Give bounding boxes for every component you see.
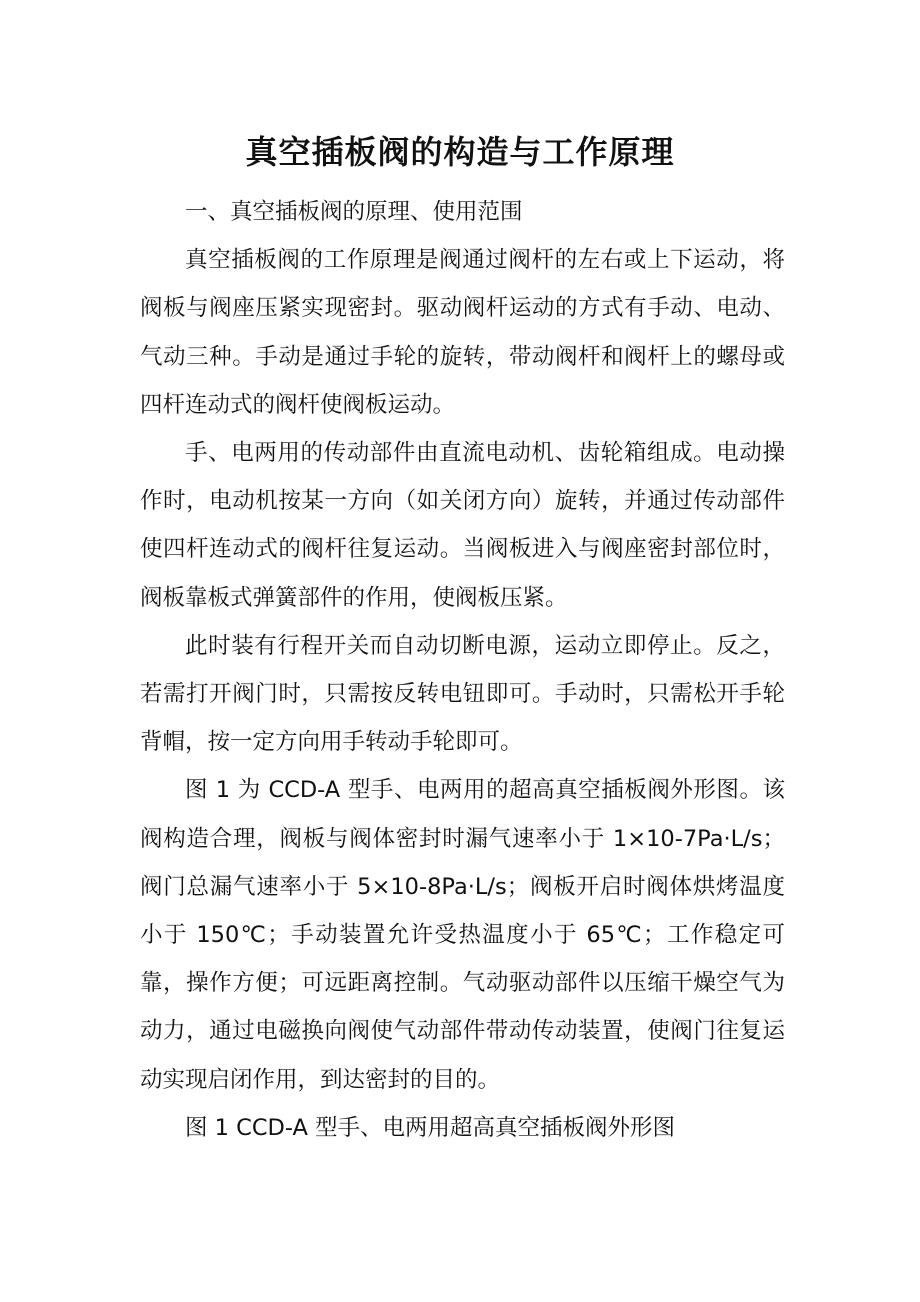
figure-caption: 图 1 CCD-A 型手、电两用超高真空插板阀外形图: [185, 1114, 676, 1141]
section-heading: 一、真空插板阀的原理、使用范围: [185, 199, 523, 225]
paragraph-principle: 真空插板阀的工作原理是阀通过阀杆的左右或上下运动，将阀板与阀座压紧实现密封。驱动阀杆运动的方式有手动、电动、气动三种。手动是通过手轮的旋转，带动阀杆和阀杆上的螺母或四杆连动式的阀杆使阀板运动。: [140, 247, 785, 418]
paragraph-limit-switch: 此时装有行程开关而自动切断电源，运动立即停止。反之，若需打开阀门时，只需按反转电钮即可。手动时，只需松开手轮背帽，按一定方向用手转动手轮即可。: [140, 632, 785, 756]
document-title: 真空插板阀的构造与工作原理: [245, 133, 675, 171]
paragraph-specifications: 图 1 为 CCD-A 型手、电两用的超高真空插板阀外形图。该阀构造合理，阀板与阀体密封时漏气速率小于 1×10-7Pa·L/s；阀门总漏气速率小于 5×10-8Pa·L/s；阀板开启时阀体烘烤温度小于 150℃；手动装置允许受热温度小于 65℃；工作稳定可靠，操作方便；可远距离控制。气动驱动部件以压缩干燥空气为动力，通过电磁换向阀使气动部件带动传动装置，使阀门往复运动实现启闭作用，到达密封的目的。: [140, 777, 785, 1093]
document-body: [140, 188, 785, 1152]
paragraph-drive-components: 手、电两用的传动部件由直流电动机、齿轮箱组成。电动操作时，电动机按某一方向（如关闭方向）旋转，并通过传动部件使四杆连动式的阀杆往复运动。当阀板进入与阀座密封部位时，阀板靠板式弹簧部件的作用，使阀板压紧。: [140, 440, 785, 611]
